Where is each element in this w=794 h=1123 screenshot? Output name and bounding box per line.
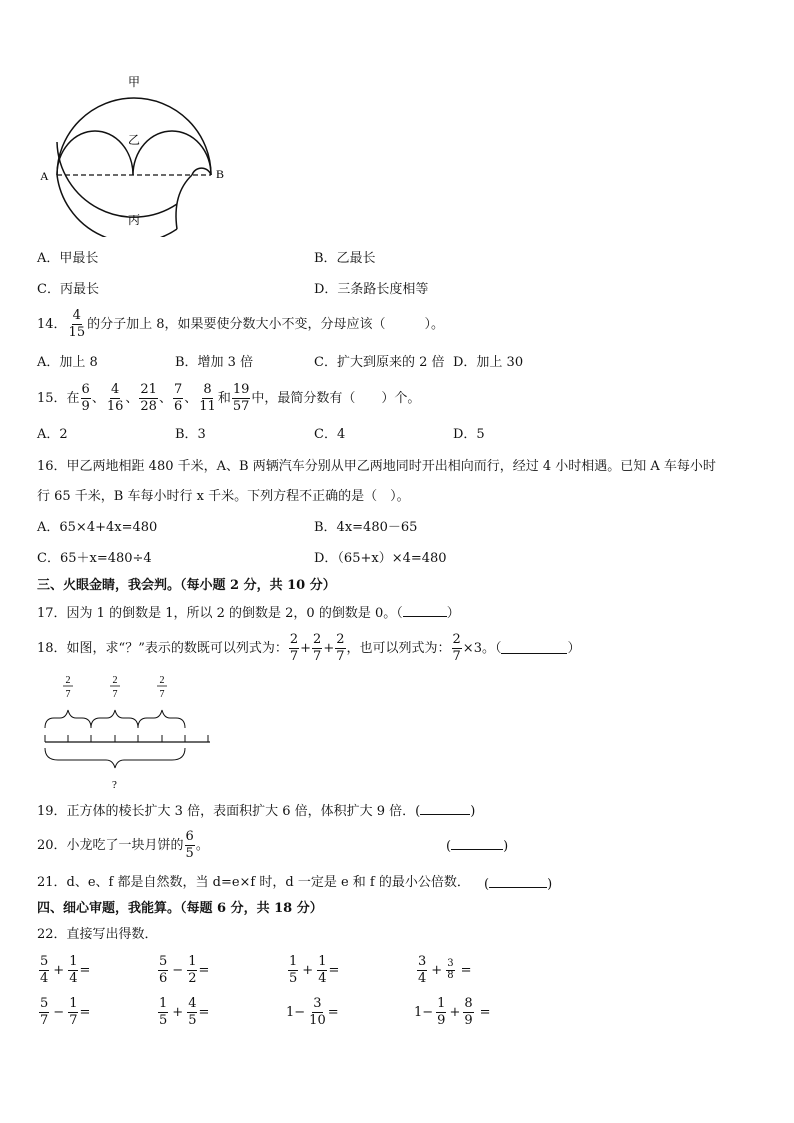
question-14 [37, 306, 444, 342]
q20-answer-blank[interactable] [451, 838, 503, 850]
number-line-figure [40, 672, 215, 794]
label-b: B [216, 167, 225, 181]
q21-answer: ( ) [484, 877, 553, 892]
label-jia: 甲 [128, 75, 141, 89]
calc-2-1: $\frac{5}{7}$ − $\frac{1}{7}$ = [40, 995, 91, 1028]
q14-option-a[interactable]: A．加上 8 [37, 355, 98, 370]
fig18-frac-den-3: 7 [159, 689, 165, 700]
fig18-frac-den-1: 7 [65, 689, 71, 700]
q15-option-b[interactable]: B．3 [175, 427, 206, 442]
q17-answer-blank[interactable] [403, 605, 447, 617]
q14-option-d[interactable]: D．加上 30 [453, 355, 524, 370]
q15-frac-4: $\frac{7}{6}$ [173, 381, 183, 414]
q15-frac-5: $\frac{8}{11}$ [199, 381, 216, 414]
fig18-frac-num-1: 2 [65, 675, 71, 686]
path-comparison-figure [32, 72, 232, 237]
q21-answer-blank[interactable] [489, 876, 547, 888]
calc-1-1: $\frac{5}{4}$ + $\frac{1}{4}$ = [40, 953, 91, 986]
fig18-frac-num-2: 2 [112, 675, 118, 686]
section-4-heading: 四、细心审题，我能算。（每题 6 分，共 18 分） [37, 901, 323, 916]
q15-frac-3: $\frac{21}{28}$ [140, 381, 157, 414]
calc-2-4: 1− $\frac{1}{9}$ + $\frac{8}{9}$ = [414, 995, 491, 1028]
question-17: 17．因为 1 的倒数是 1，所以 2 的倒数是 2，0 的倒数是 0。（ ） [37, 606, 460, 621]
question-18: 18．如图，求“？”表示的数既可以列式为： $\frac{2}{7}$ + $\frac{2}{7}$ + $\frac{2}{7}$ ，也可以列式为： $\frac{2}{7}$ ×3。（ ） [37, 631, 581, 664]
q16-option-c[interactable]: C．65＋x=480÷4 [37, 551, 152, 566]
q18-answer-blank[interactable] [501, 642, 567, 654]
q14-option-c[interactable]: C．扩大到原来的 2 倍 [314, 355, 445, 370]
calc-1-4: $\frac{3}{4}$ + $\frac{3}{8}$ = [418, 953, 472, 986]
question-19: 19．正方体的棱长扩大 3 倍，表面积扩大 6 倍，体积扩大 9 倍．( ) [37, 804, 476, 819]
label-a: A [40, 169, 49, 183]
q16-option-b[interactable]: B．4x=480－65 [314, 520, 418, 535]
q15-option-a[interactable]: A．2 [37, 427, 68, 442]
q16-option-d[interactable]: D．（65+x）×4=480 [314, 551, 447, 566]
path-bing [57, 142, 177, 217]
q16-option-a[interactable]: A．65×4+4x=480 [37, 520, 158, 535]
question-21: 21．d、e、f 都是自然数，当 d=e×f 时，d 一定是 e 和 f 的最小公倍数． [37, 875, 470, 890]
calc-1-3: $\frac{1}{5}$ + $\frac{1}{4}$ = [289, 953, 340, 986]
calc-2-3: 1− $\frac{3}{10}$ = [286, 995, 339, 1028]
q13-option-a[interactable]: A．甲最长 [37, 251, 99, 266]
q13-option-d[interactable]: D．三条路长度相等 [314, 282, 429, 297]
section-3-heading: 三、火眼金睛，我会判。（每小题 2 分，共 10 分） [37, 578, 336, 593]
question-15: 15．在 $\frac{6}{9}$ 、 $\frac{4}{16}$ 、 $\frac{21}{28}$ 、 $\frac{7}{6}$ 、 $\frac{8}{11}$ 和 $\frac{19}{57}$ 中，最简分数有（ ）个。 [37, 381, 421, 414]
q15-prefix: 15．在 [37, 390, 80, 406]
calc-2-2: $\frac{1}{5}$ + $\frac{4}{5}$ = [159, 995, 210, 1028]
q13-option-b[interactable]: B．乙最长 [314, 251, 376, 266]
q15-text: 中，最简分数有（ ）个。 [251, 390, 421, 406]
q14-fraction: $\frac{4}{15}$ [68, 307, 86, 340]
q15-frac-6: $\frac{19}{57}$ [232, 381, 250, 414]
q16-line-1: 16．甲乙两地相距 480 千米，A、B 两辆汽车分别从甲乙两地同时开出相向而行，经过 4 小时相遇。已知 A 车每小时 [37, 459, 716, 474]
q13-option-c[interactable]: C．丙最长 [37, 282, 99, 297]
q15-frac-2: $\frac{4}{16}$ [106, 381, 124, 414]
q16-line-2: 行 65 千米，B 车每小时行 x 千米。下列方程不正确的是（ ）。 [37, 489, 410, 504]
q14-number: 14． [37, 316, 67, 332]
q15-frac-1: $\frac{6}{9}$ [81, 381, 90, 414]
q15-option-d[interactable]: D．5 [453, 427, 485, 442]
q14-text: 的分子加上 8，如果要使分数大小不变，分母应该（ ）。 [87, 316, 444, 332]
question-20: 20．小龙吃了一块月饼的 $\frac{6}{5}$ 。 [37, 828, 209, 861]
q20-answer: ( ) [446, 839, 509, 854]
fig18-question-mark: ? [112, 779, 117, 791]
q14-option-b[interactable]: B．增加 3 倍 [175, 355, 254, 370]
calc-1-2: $\frac{5}{6}$ − $\frac{1}{2}$ = [159, 953, 210, 986]
question-22-title: 22．直接写出得数． [37, 927, 158, 942]
fig18-frac-num-3: 2 [159, 675, 165, 686]
label-bing: 丙 [128, 213, 141, 227]
fig18-frac-den-2: 7 [112, 689, 118, 700]
label-yi: 乙 [128, 133, 141, 147]
q19-answer-blank[interactable] [420, 803, 470, 815]
q15-option-c[interactable]: C．4 [314, 427, 346, 442]
